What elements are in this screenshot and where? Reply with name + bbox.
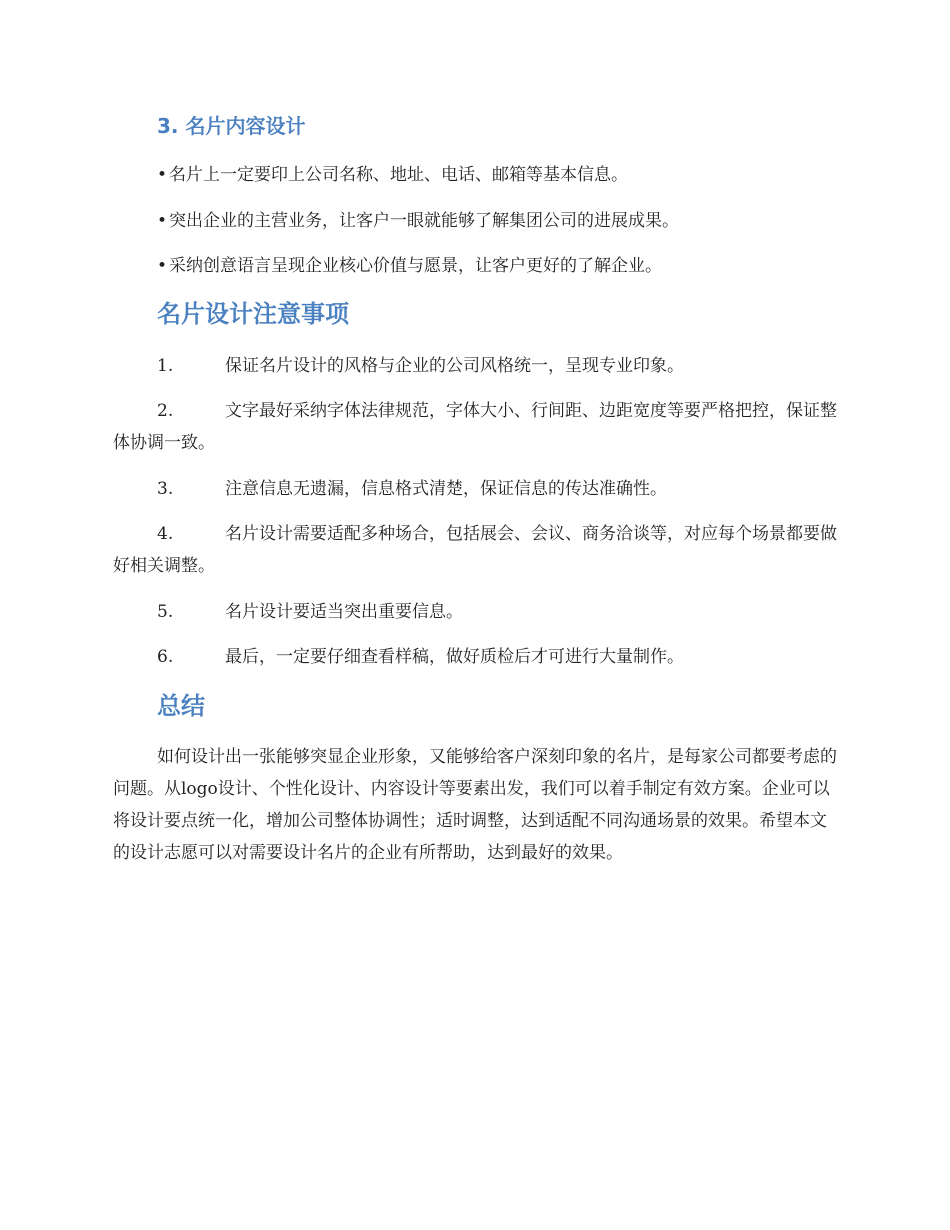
- numbered-item: [113, 518, 840, 582]
- bullet-dot: •: [157, 211, 168, 231]
- section-heading-notes: 名片设计注意事项: [157, 300, 349, 328]
- bullet-dot: •: [157, 165, 168, 185]
- item-text: 注意信息无遗漏，信息格式清楚，保证信息的传达准确性。: [225, 479, 667, 499]
- bullet-item: [157, 208, 679, 234]
- numbered-item: [113, 596, 840, 628]
- item-number: 6.: [157, 647, 174, 667]
- bullet-item: [157, 162, 628, 188]
- bullet-item: [157, 253, 662, 279]
- numbered-item: [113, 641, 840, 673]
- numbered-item: [113, 395, 840, 459]
- item-text: 最后，一定要仔细查看样稿，做好质检后才可进行大量制作。: [225, 647, 684, 667]
- item-number: 1.: [157, 356, 174, 376]
- bullet-text: 突出企业的主营业务，让客户一眼就能够了解集团公司的进展成果。: [169, 211, 679, 231]
- item-text: 名片设计要适当突出重要信息。: [225, 602, 463, 622]
- numbered-item: [113, 350, 840, 382]
- item-text: 保证名片设计的风格与企业的公司风格统一，呈现专业印象。: [225, 356, 684, 376]
- section-heading-summary: 总结: [157, 692, 205, 720]
- item-number: 3.: [157, 479, 174, 499]
- summary-paragraph: 如何设计出一张能够突显企业形象，又能够给客户深刻印象的名片，是每家公司都要考虑的问题。从logo设计、个性化设计、内容设计等要素出发，我们可以着手制定有效方案。企业可以将设计要点统一化，增加公司整体协调性；适时调整，达到适配不同沟通场景的效果。希望本文的设计志愿可以对需要设计名片的企业有所帮助，达到最好的效果。: [113, 747, 837, 863]
- bullet-text: 采纳创意语言呈现企业核心价值与愿景，让客户更好的了解企业。: [169, 256, 662, 276]
- item-number: 5.: [157, 602, 174, 622]
- item-number: 2.: [157, 401, 174, 421]
- numbered-item: [113, 473, 840, 505]
- item-text: 名片设计需要适配多种场合，包括展会、会议、商务洽谈等，对应每个场景都要做好相关调整。: [113, 524, 837, 576]
- bullet-dot: •: [157, 256, 168, 276]
- bullet-text: 名片上一定要印上公司名称、地址、电话、邮箱等基本信息。: [169, 165, 628, 185]
- item-text: 文字最好采纳字体法律规范，字体大小、行间距、边距宽度等要严格把控，保证整体协调一致。: [113, 401, 837, 453]
- item-number: 4.: [157, 524, 174, 544]
- section-heading-content-design: 3. 名片内容设计: [157, 114, 306, 138]
